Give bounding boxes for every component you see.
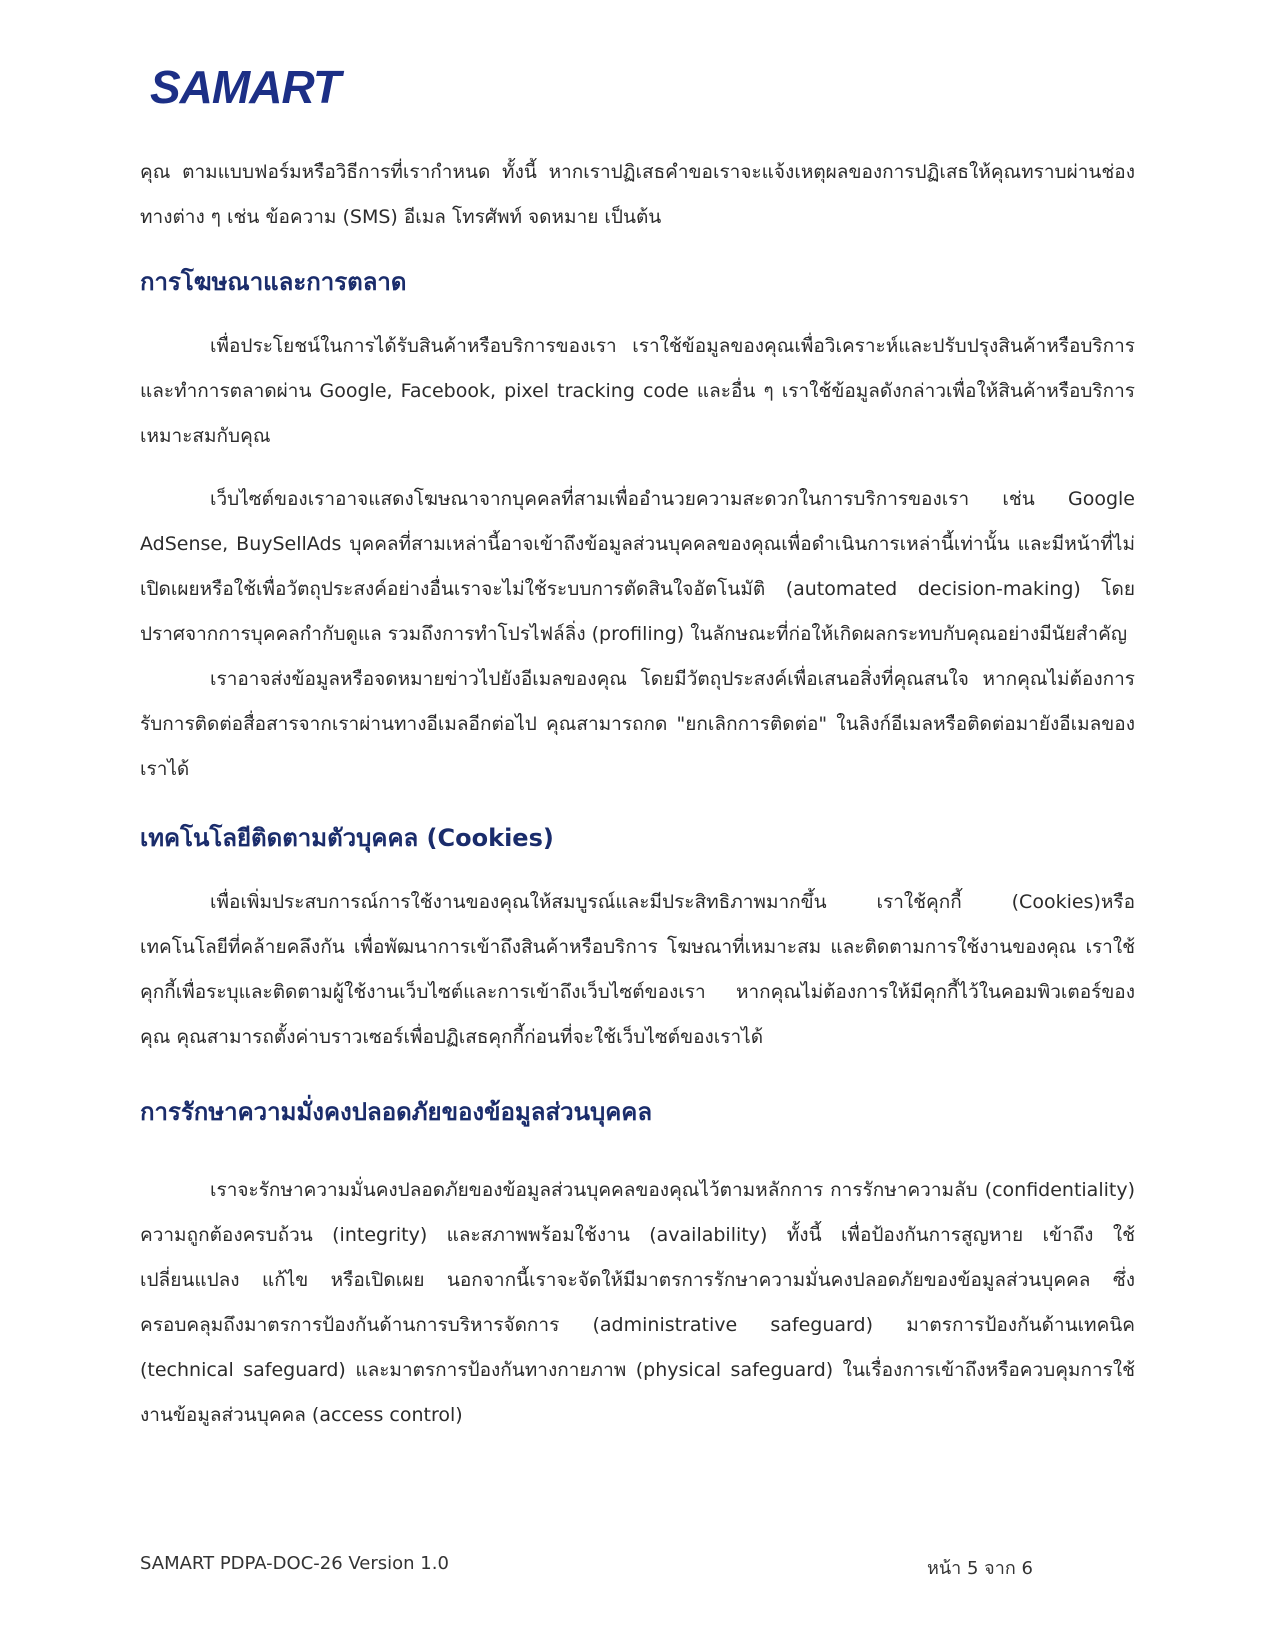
footer-page-number: หน้า 5 จาก 6 <box>927 1558 1033 1579</box>
security-paragraph: เราจะรักษาความมั่นคงปลอดภัยของข้อมูลส่วนบุคคลของคุณไว้ตามหลักการ การรักษาความลับ (confidentiality) ความถูกต้องครบถ้วน (integrity) และสภาพพร้อมใช้งาน (availability) ทั้งนี้ เพื่อป้องกันการสูญหาย เข้าถึง ใช้ เปลี่ยนแปลง แก้ไข หรือเปิดเผย นอกจากนี้เราจะจัดให้มีมาตรการรักษาความมั่นคงปลอดภัยของข้อมูลส่วนบุคคล ซึ่งครอบคลุมถึงมาตรการป้องกันด้านการบริหารจัดการ (administrative safeguard) มาตรการป้องกันด้านเทคนิค (technical safeguard) และมาตรการป้องกันทางกายภาพ (physical safeguard) ในเรื่องการเข้าถึงหรือควบคุมการใช้งานข้อมูลส่วนบุคคล (access control) <box>140 1179 1135 1426</box>
samart-logo: SAMART <box>150 61 340 113</box>
cookies-heading: เทคโนโลยีติดตามตัวบุคคล (Cookies) <box>140 824 554 852</box>
cookies-paragraph: เพื่อเพิ่มประสบการณ์การใช้งานของคุณให้สมบูรณ์และมีประสิทธิภาพมากขึ้น เราใช้คุกกี้ (Cookies)หรือเทคโนโลยีที่คล้ายคลึงกัน เพื่อพัฒนาการเข้าถึงสินค้าหรือบริการ โฆษณาที่เหมาะสม และติดตามการใช้งานของคุณ เราใช้คุกกี้เพื่อระบุและติดตามผู้ใช้งานเว็บไซต์และการเข้าถึงเว็บไซต์ของเรา หากคุณไม่ต้องการให้มีคุกกี้ไว้ในคอมพิวเตอร์ของคุณ คุณสามารถตั้งค่าบราวเซอร์เพื่อปฏิเสธคุกกี้ก่อนที่จะใช้เว็บไซต์ของเราได้ <box>140 891 1135 1048</box>
marketing-heading: การโฆษณาและการตลาด <box>140 268 407 296</box>
footer-document-id: SAMART PDPA-DOC-26 Version 1.0 <box>140 1553 449 1574</box>
marketing-paragraph-2: เว็บไซต์ของเราอาจแสดงโฆษณาจากบุคคลที่สามเพื่ออำนวยความสะดวกในการบริการของเรา เช่น Google AdSense, BuySellAds บุคคลที่สามเหล่านี้อาจเข้าถึงข้อมูลส่วนบุคคลของคุณเพื่อดำเนินการเหล่านี้เท่านั้น และมีหน้าที่ไม่เปิดเผยหรือใช้เพื่อวัตถุประสงค์อย่างอื่นเราจะไม่ใช้ระบบการตัดสินใจอัตโนมัติ (automated decision-making) โดยปราศจากการบุคคลกำกับดูแล รวมถึงการทำโปรไฟล์ลิ่ง (profiling) ในลักษณะที่ก่อให้เกิดผลกระทบกับคุณอย่างมีนัยสำคัญ <box>140 488 1135 645</box>
document-body <box>140 150 1135 1438</box>
marketing-paragraph-3: เราอาจส่งข้อมูลหรือจดหมายข่าวไปยังอีเมลของคุณ โดยมีวัตถุประสงค์เพื่อเสนอสิ่งที่คุณสนใจ หากคุณไม่ต้องการรับการติดต่อสื่อสารจากเราผ่านทางอีเมลอีกต่อไป คุณสามารถกด "ยกเลิกการติดต่อ" ในลิงก์อีเมลหรือติดต่อมายังอีเมลของเราได้ <box>140 668 1135 780</box>
marketing-paragraph-1: เพื่อประโยชน์ในการได้รับสินค้าหรือบริการของเรา เราใช้ข้อมูลของคุณเพื่อวิเคราะห์และปรับปรุงสินค้าหรือบริการ และทำการตลาดผ่าน Google, Facebook, pixel tracking code และอื่น ๆ เราใช้ข้อมูลดังกล่าวเพื่อให้สินค้าหรือบริการเหมาะสมกับคุณ <box>140 335 1135 447</box>
security-heading: การรักษาความมั่งคงปลอดภัยของข้อมูลส่วนบุคคล <box>140 1098 653 1126</box>
intro-paragraph: คุณ ตามแบบฟอร์มหรือวิธีการที่เรากำหนด ทั้งนี้ หากเราปฏิเสธคำขอเราจะแจ้งเหตุผลของการปฏิเสธให้คุณทราบผ่านช่องทางต่าง ๆ เช่น ข้อความ (SMS) อีเมล โทรศัพท์ จดหมาย เป็นต้น <box>140 161 1135 228</box>
